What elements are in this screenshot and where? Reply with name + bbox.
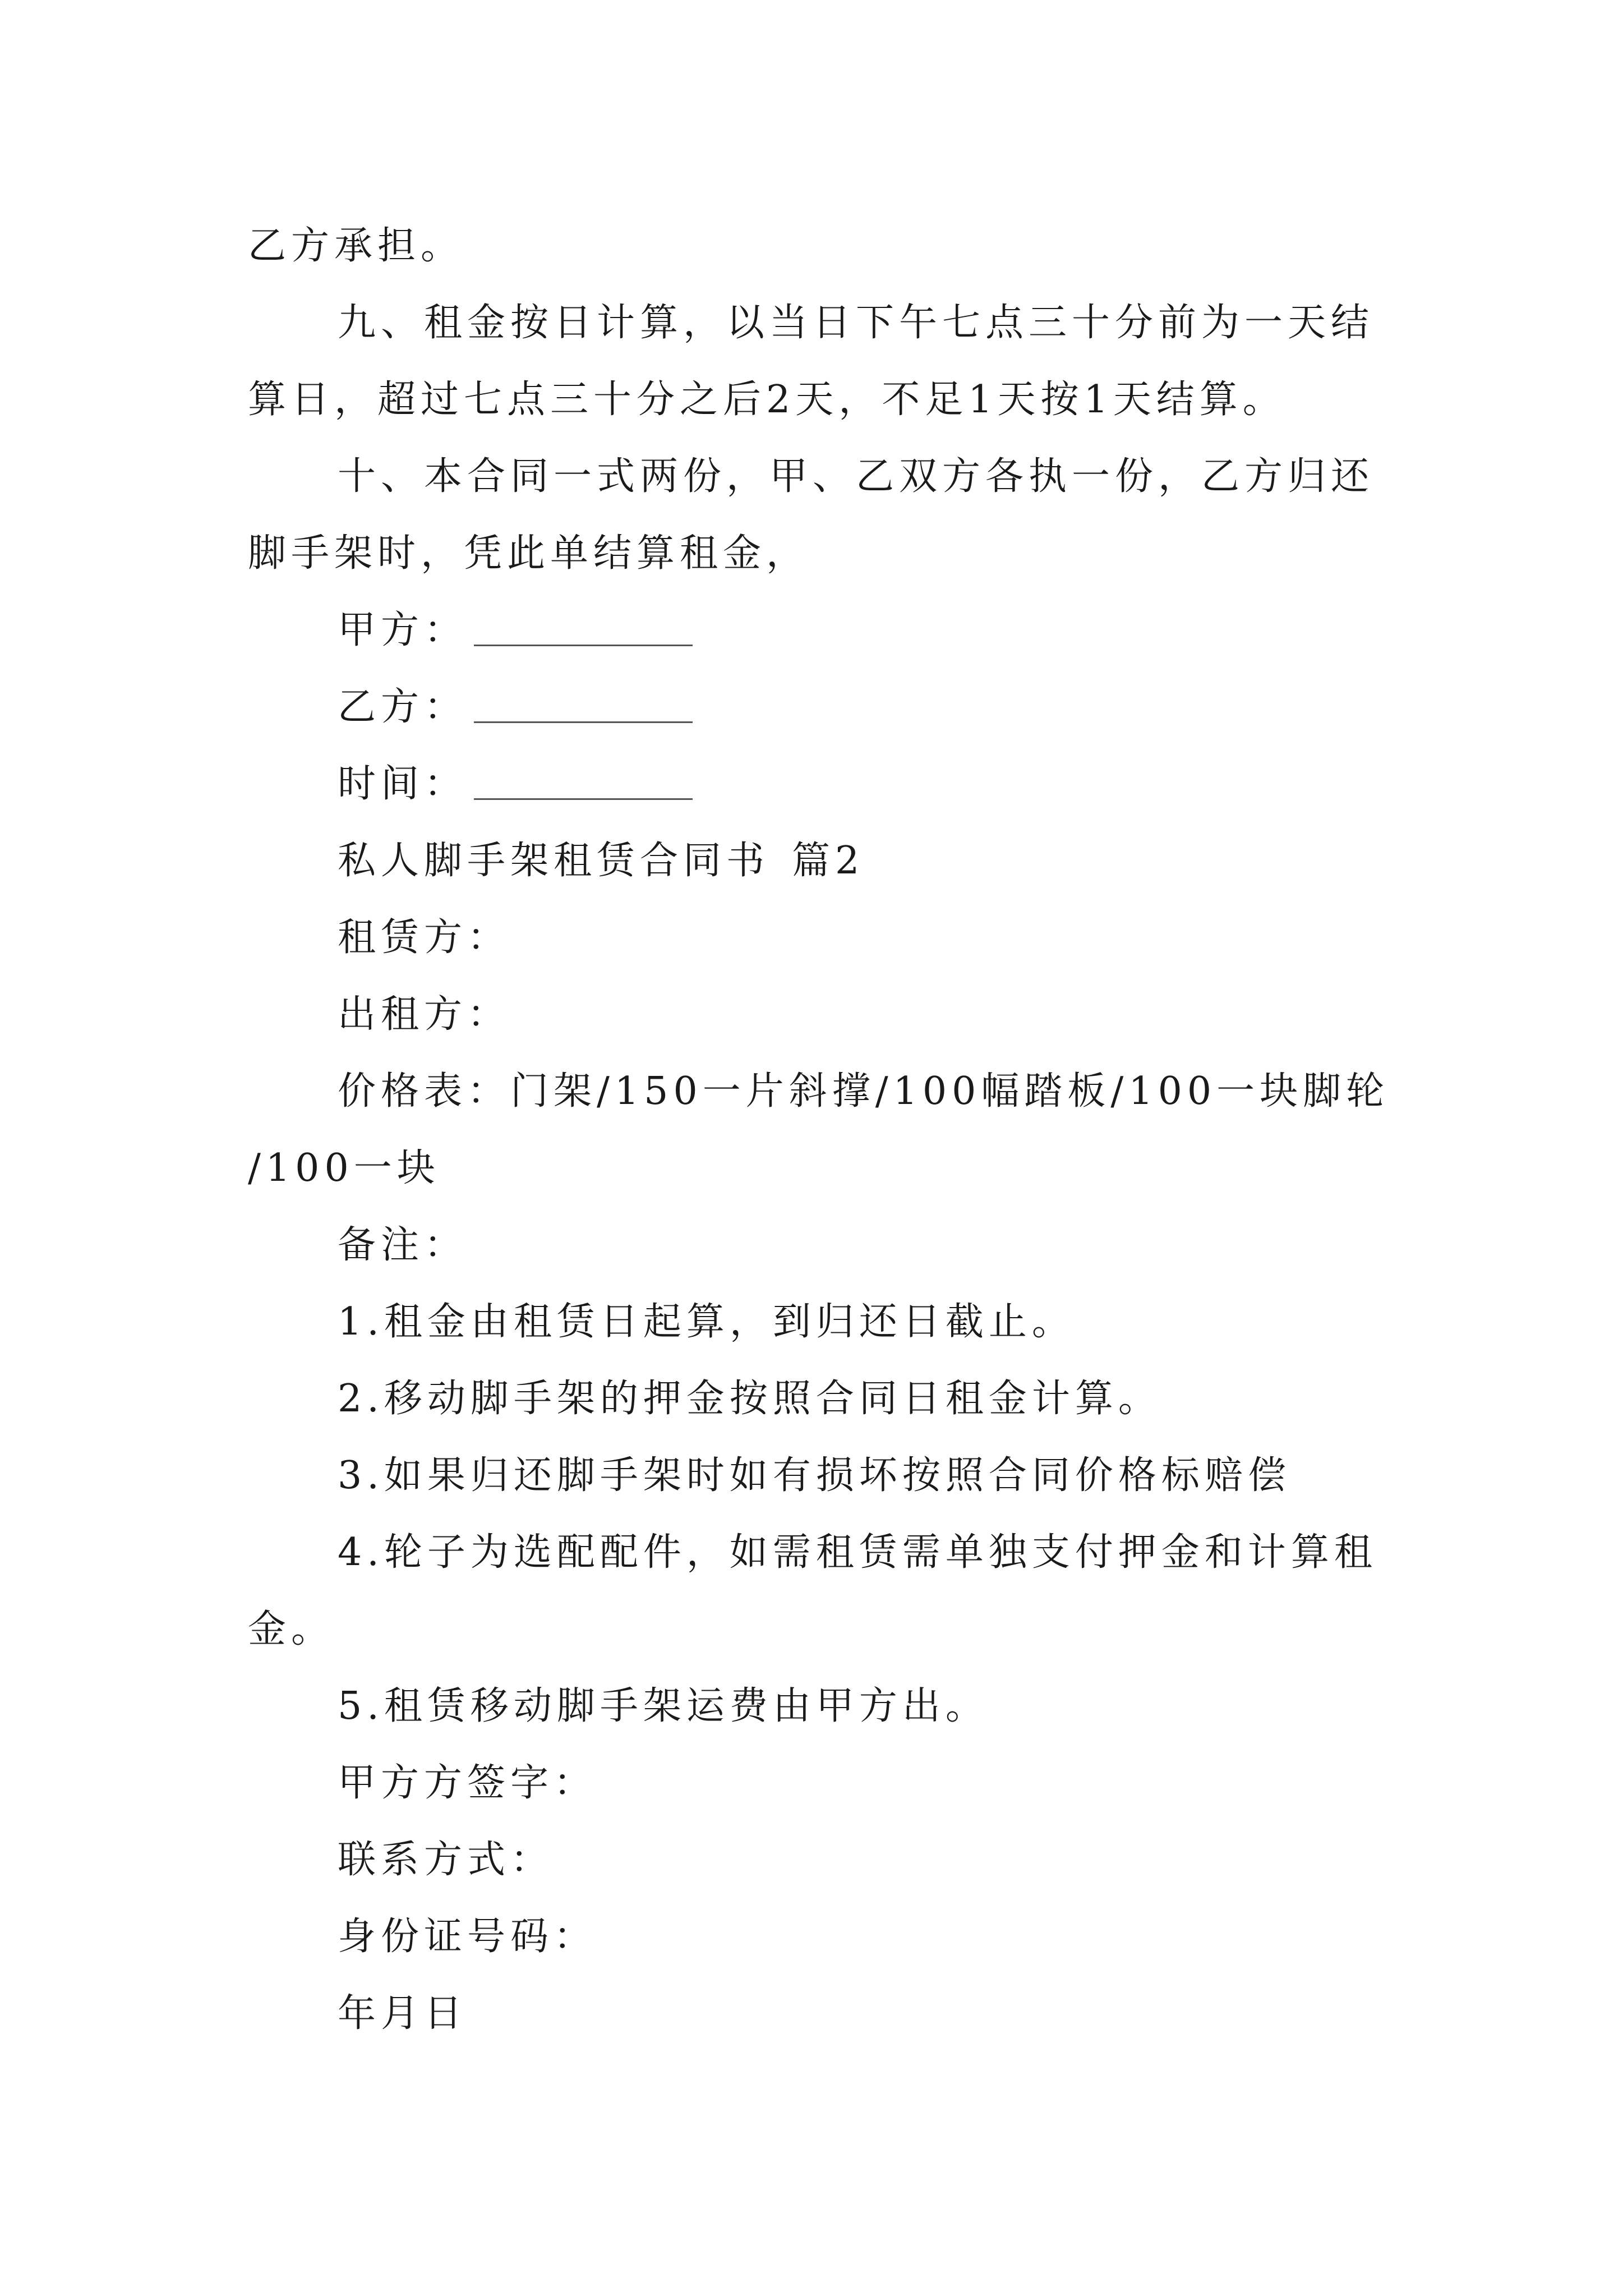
note-item: 3.如果归还脚手架时如有损坏按照合同价格标赔偿 xyxy=(338,1453,1291,1498)
price-table-line: 价格表：门架/150一片斜撑/100幅踏板/100一块脚轮 xyxy=(338,1069,1390,1114)
section-title: 私人脚手架租赁合同书 xyxy=(338,839,770,883)
signature-blank-line xyxy=(474,765,693,800)
section-number: 篇2 xyxy=(792,839,865,883)
date-label: 年月日 xyxy=(338,1991,468,2036)
paragraph-line: 九、租金按日计算，以当日下午七点三十分前为一天结 xyxy=(338,301,1375,345)
section-heading xyxy=(248,822,1381,899)
document-body xyxy=(248,208,1390,2052)
note-item: 4.轮子为选配配件，如需租赁需单独支付押金和计算租 xyxy=(338,1530,1377,1575)
note-item: 2.移动脚手架的押金按照合同日租金计算。 xyxy=(338,1377,1161,1421)
signature-field-party-a xyxy=(248,592,1381,669)
id-number-label: 身份证号码： xyxy=(338,1915,597,1959)
party-a-signature-label: 甲方方签字： xyxy=(338,1761,597,1805)
note-item: 5.租赁移动脚手架运费由甲方出。 xyxy=(338,1684,989,1728)
signature-field-party-b xyxy=(248,669,1381,746)
paragraph-line: 十、本合同一式两份，甲、乙双方各执一份，乙方归还 xyxy=(338,454,1375,499)
signature-field-time xyxy=(248,746,1381,822)
paragraph-line: 脚手架时，凭此单结算租金， xyxy=(248,531,810,576)
paragraph-line: 算日，超过七点三十分之后2天，不足1天按1天结算。 xyxy=(248,378,1286,422)
note-item-continuation: 金。 xyxy=(248,1607,335,1651)
lessor-label: 出租方： xyxy=(338,992,511,1037)
note-item: 1.租金由租赁日起算，到归还日截止。 xyxy=(338,1300,1075,1344)
signature-label: 甲方： xyxy=(338,608,468,652)
lessee-label: 租赁方： xyxy=(338,915,511,960)
signature-label: 乙方： xyxy=(338,685,468,729)
notes-label: 备注： xyxy=(338,1223,468,1267)
price-table-line: /100一块 xyxy=(248,1146,440,1190)
signature-blank-line xyxy=(474,688,693,723)
paragraph-line: 乙方承担。 xyxy=(248,224,464,268)
signature-blank-line xyxy=(474,611,693,646)
contact-label: 联系方式： xyxy=(338,1838,554,1882)
signature-label: 时间： xyxy=(338,762,468,806)
